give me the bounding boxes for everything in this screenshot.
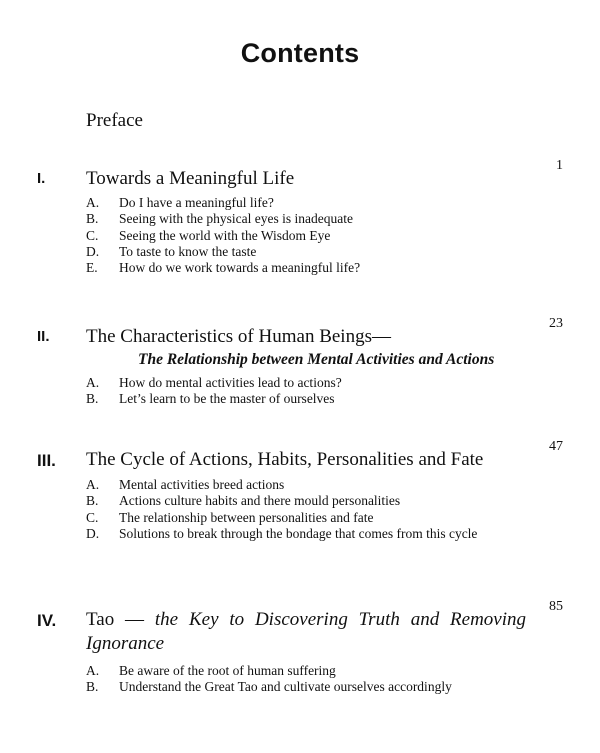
section-letter: A. xyxy=(86,375,100,390)
section-letter: C. xyxy=(86,227,99,243)
section-text: Solutions to break through the bondage that comes from this cycle xyxy=(119,525,478,541)
section-letter: A. xyxy=(86,477,100,492)
section-text: Do I have a meaningful life? xyxy=(119,195,274,210)
section-list xyxy=(86,663,526,696)
preface-entry[interactable]: Preface xyxy=(86,110,143,131)
chapter-title[interactable] xyxy=(86,325,536,371)
section-letter: B. xyxy=(86,679,99,695)
chapter-subtitle: The Relationship between Mental Activities and Actions xyxy=(138,351,495,368)
list-item[interactable] xyxy=(86,477,526,493)
list-item[interactable] xyxy=(86,679,526,695)
list-item[interactable] xyxy=(86,244,526,260)
section-text: Be aware of the root of human suffering xyxy=(119,663,336,678)
list-item[interactable] xyxy=(86,526,526,542)
section-text: Let’s learn to be the master of ourselves xyxy=(119,391,335,407)
list-item[interactable] xyxy=(86,195,526,211)
section-letter: D. xyxy=(86,525,100,541)
list-item[interactable] xyxy=(86,375,526,391)
chapter-page-number: 85 xyxy=(549,599,563,614)
section-text: Actions culture habits and there mould personalities xyxy=(119,493,401,509)
section-text: How do we work towards a meaningful life? xyxy=(119,260,361,276)
section-text: The relationship between personalities and fate xyxy=(119,509,374,525)
chapter-title[interactable]: The Cycle of Actions, Habits, Personalities and Fate xyxy=(86,449,484,470)
section-list xyxy=(86,477,526,542)
chapter-page-number: 23 xyxy=(549,316,563,331)
chapter-title-italic: the Key to Discovering Truth and Removing Ignorance xyxy=(86,609,527,654)
section-text: Mental activities breed actions xyxy=(119,477,285,492)
chapter-page-number: 1 xyxy=(556,158,563,173)
section-list xyxy=(86,375,526,408)
chapter-numeral: III. xyxy=(37,451,56,470)
section-text: To taste to know the taste xyxy=(119,243,257,259)
section-letter: E. xyxy=(86,260,98,276)
list-item[interactable] xyxy=(86,510,526,526)
chapter-title[interactable]: Towards a Meaningful Life xyxy=(86,168,295,189)
section-letter: B. xyxy=(86,493,99,509)
chapter-numeral: II. xyxy=(37,328,50,345)
chapter-title[interactable] xyxy=(86,608,526,656)
page-title: Contents xyxy=(240,38,360,68)
list-item[interactable] xyxy=(86,228,526,244)
chapter-title-plain: Tao — xyxy=(86,609,155,630)
section-text: Seeing with the physical eyes is inadequate xyxy=(119,211,353,227)
chapter-page-number: 47 xyxy=(549,439,563,454)
section-letter: C. xyxy=(86,509,99,525)
section-text: Understand the Great Tao and cultivate ourselves accordingly xyxy=(119,679,452,695)
list-item[interactable] xyxy=(86,493,526,509)
section-text: Seeing the world with the Wisdom Eye xyxy=(119,227,331,243)
section-letter: B. xyxy=(86,391,99,407)
chapter-numeral: I. xyxy=(37,170,46,187)
section-letter: A. xyxy=(86,663,100,678)
section-letter: B. xyxy=(86,211,99,227)
list-item[interactable] xyxy=(86,260,526,276)
section-letter: D. xyxy=(86,243,100,259)
section-list xyxy=(86,195,526,276)
list-item[interactable] xyxy=(86,391,526,407)
section-letter: A. xyxy=(86,195,100,210)
section-text: How do mental activities lead to actions? xyxy=(119,375,342,390)
chapter-numeral: IV. xyxy=(37,611,57,630)
list-item[interactable] xyxy=(86,211,526,227)
chapter-title-main: The Characteristics of Human Beings— xyxy=(86,326,391,347)
list-item[interactable] xyxy=(86,663,526,679)
